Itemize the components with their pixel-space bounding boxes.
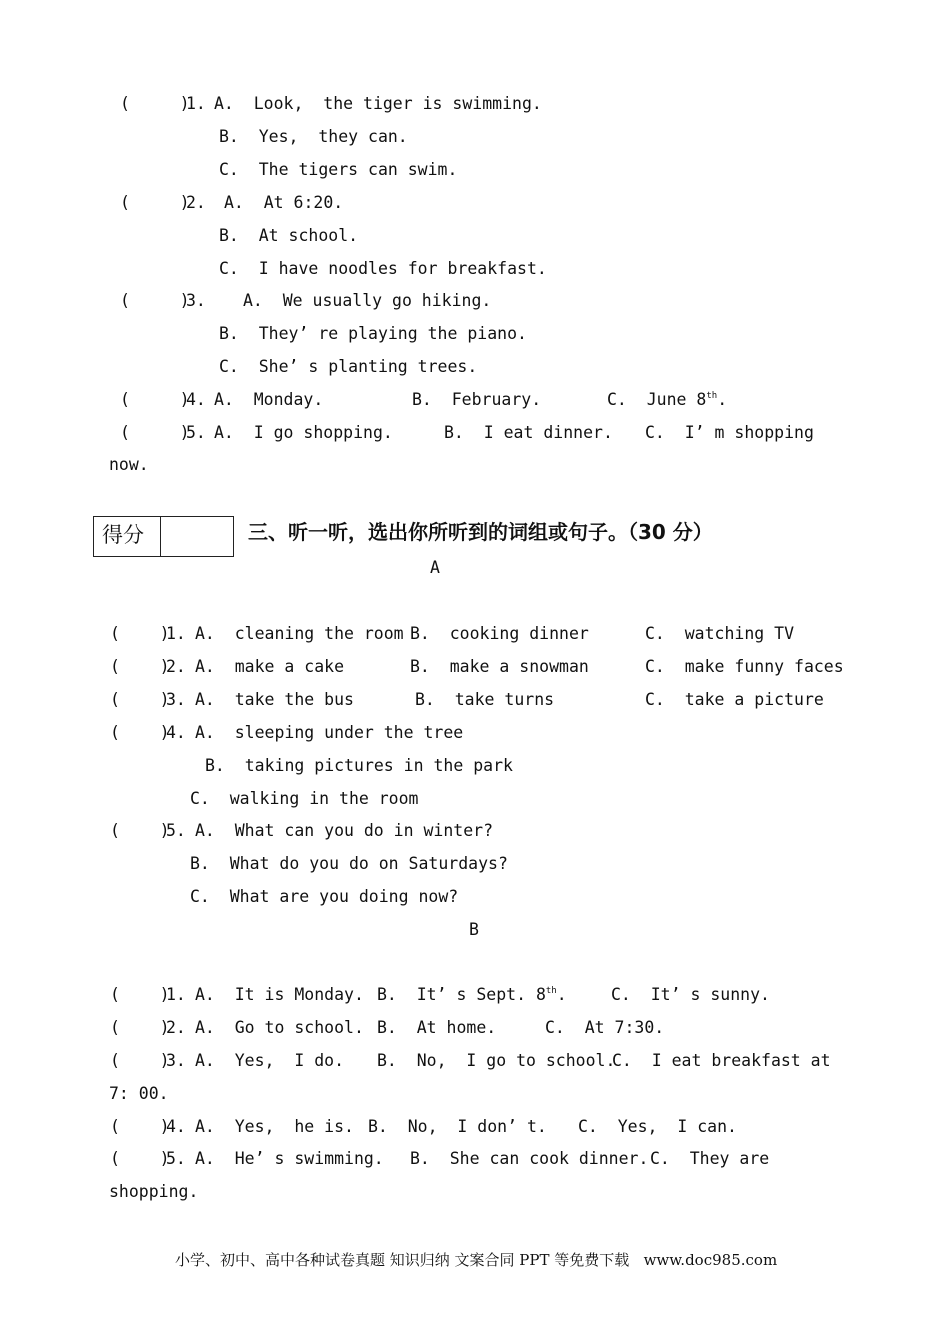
answer-blank: ( ) — [110, 821, 170, 840]
option-a: A. take the bus — [195, 690, 354, 709]
question-number: 4. — [166, 1117, 186, 1136]
part-a-label: A — [430, 558, 440, 577]
option-c: C. I’ m shopping — [645, 423, 814, 442]
section-title: 三、听一听，选出你所听到的词组或句子。（30 分） — [248, 520, 713, 544]
score-box-divider — [160, 517, 161, 556]
answer-blank: ( ) — [110, 723, 170, 742]
answer-blank: ( ) — [120, 94, 190, 113]
answer-blank: ( ) — [110, 1117, 170, 1136]
option-c: C. The tigers can swim. — [219, 160, 458, 179]
option-b: B. At school. — [219, 226, 359, 245]
option-a: A. Monday. — [214, 390, 324, 409]
option-c: C. watching TV — [645, 624, 795, 643]
option-b: B. take turns — [415, 690, 555, 709]
question-number: 1. — [166, 985, 186, 1004]
option-b: B. make a snowman — [410, 657, 589, 676]
option-b: B. I eat dinner. — [444, 423, 613, 442]
option-b: B. No, I don’ t. — [368, 1117, 547, 1136]
question-number: 2. — [186, 193, 206, 212]
option-b: B. They’ re playing the piano. — [219, 324, 527, 343]
option-a: A. What can you do in winter? — [195, 821, 494, 840]
question-number: 3. — [166, 690, 186, 709]
option-b: B. cooking dinner — [410, 624, 589, 643]
question-number: 5. — [186, 423, 206, 442]
answer-blank: ( ) — [110, 624, 170, 643]
option-c: C. She’ s planting trees. — [219, 357, 478, 376]
option-c: C. Yes, I can. — [578, 1117, 737, 1136]
option-c: C. At 7:30. — [545, 1018, 665, 1037]
score-label: 得分 — [102, 523, 144, 547]
option-b: B. Yes, they can. — [219, 127, 408, 146]
option-a: A. Yes, he is. — [195, 1117, 354, 1136]
question-number: 3. — [186, 291, 206, 310]
answer-blank: ( ) — [110, 657, 170, 676]
option-c: C. I have noodles for breakfast. — [219, 259, 547, 278]
option-b: B. What do you do on Saturdays? — [190, 854, 508, 873]
question-number: 2. — [166, 657, 186, 676]
footer-text: 小学、初中、高中各种试卷真题 知识归纳 文案合同 PPT 等免费下载 www.doc985.com — [175, 1251, 778, 1269]
option-c-continued: shopping. — [109, 1182, 199, 1201]
option-a: A. I go shopping. — [214, 423, 393, 442]
question-number: 4. — [186, 390, 206, 409]
option-a: A. He’ s swimming. — [195, 1149, 384, 1168]
option-a: A. Look, the tiger is swimming. — [214, 94, 542, 113]
answer-blank: ( ) — [110, 1051, 170, 1070]
option-b: B. It’ s Sept. 8th. — [377, 985, 567, 1004]
option-a: A. cleaning the room — [195, 624, 404, 643]
option-c: C. I eat breakfast at — [612, 1051, 831, 1070]
answer-blank: ( ) — [120, 193, 190, 212]
option-a: A. We usually go hiking. — [243, 291, 492, 310]
option-c: C. June 8th. — [607, 390, 728, 409]
question-number: 2. — [166, 1018, 186, 1037]
part-b-label: B — [469, 920, 479, 939]
score-box — [93, 516, 234, 557]
option-a: A. Yes, I do. — [195, 1051, 345, 1070]
option-c: C. walking in the room — [190, 789, 419, 808]
option-a: A. make a cake — [195, 657, 345, 676]
answer-blank: ( ) — [110, 1018, 170, 1037]
option-a: A. Go to school. — [195, 1018, 364, 1037]
option-a: A. It is Monday. — [195, 985, 364, 1004]
answer-blank: ( ) — [110, 985, 170, 1004]
option-c: C. make funny faces — [645, 657, 844, 676]
option-c-continued: 7: 00. — [109, 1084, 169, 1103]
option-b: B. At home. — [377, 1018, 497, 1037]
option-c: C. What are you doing now? — [190, 887, 459, 906]
option-b: B. No, I go to school. — [377, 1051, 616, 1070]
question-number: 1. — [186, 94, 206, 113]
answer-blank: ( ) — [110, 690, 170, 709]
option-b: B. February. — [412, 390, 542, 409]
question-number: 1. — [166, 624, 186, 643]
option-c: C. They are — [650, 1149, 770, 1168]
answer-blank: ( ) — [120, 390, 190, 409]
answer-blank: ( ) — [120, 423, 190, 442]
question-number: 4. — [166, 723, 186, 742]
question-number: 5. — [166, 1149, 186, 1168]
answer-blank: ( ) — [110, 1149, 170, 1168]
answer-blank: ( ) — [120, 291, 190, 310]
question-number: 5. — [166, 821, 186, 840]
option-c-continued: now. — [109, 455, 149, 474]
question-number: 3. — [166, 1051, 186, 1070]
option-b: B. taking pictures in the park — [205, 756, 513, 775]
option-c: C. take a picture — [645, 690, 824, 709]
option-c: C. It’ s sunny. — [611, 985, 770, 1004]
option-b: B. She can cook dinner. — [410, 1149, 649, 1168]
option-a: A. sleeping under the tree — [195, 723, 464, 742]
option-a: A. At 6:20. — [224, 193, 344, 212]
